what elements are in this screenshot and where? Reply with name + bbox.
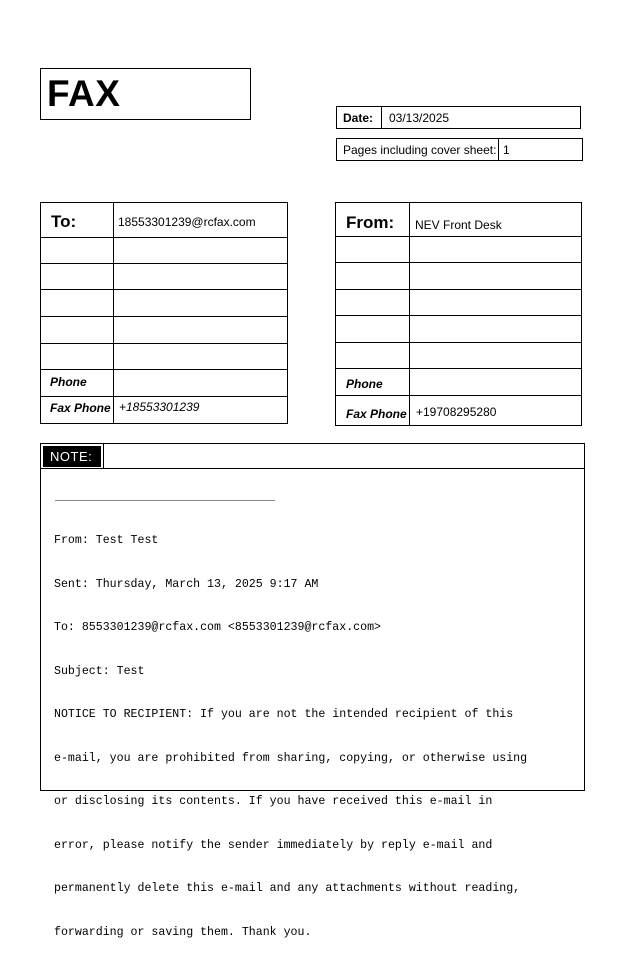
note-line: permanently delete this e-mail and any attachments without reading, [54, 882, 521, 895]
note-line: or disclosing its contents. If you have received this e-mail in [54, 795, 493, 808]
table-divider [41, 369, 287, 370]
table-divider [41, 289, 287, 290]
table-divider [336, 368, 581, 369]
pages-value: 1 [503, 143, 510, 157]
table-divider [336, 262, 581, 263]
from-phone-label: Phone [346, 377, 383, 391]
note-header-line [41, 468, 584, 469]
note-line: e-mail, you are prohibited from sharing, copying, or otherwise using [54, 751, 528, 765]
to-heading: To: [51, 212, 77, 231]
table-divider [336, 395, 581, 396]
from-fax-value: +19708295280 [416, 405, 497, 419]
table-divider [41, 263, 287, 264]
pages-field [336, 138, 583, 161]
table-divider [41, 237, 287, 238]
table-divider [336, 315, 581, 316]
note-line: Subject: Test [54, 664, 145, 678]
note-line: Sent: Thursday, March 13, 2025 9:17 AM [54, 577, 319, 591]
table-divider [336, 236, 581, 237]
to-phone-label: Phone [50, 375, 87, 389]
to-fax-label: Fax Phone [50, 401, 111, 415]
date-value: 03/13/2025 [389, 111, 450, 125]
note-section [40, 443, 585, 939]
from-heading: From: [346, 213, 395, 232]
pages-label: Pages including cover sheet: [337, 139, 499, 160]
page-title: FAX [47, 73, 121, 114]
table-divider [41, 316, 287, 317]
note-line: forwarding or saving them. Thank you. [54, 925, 312, 939]
table-divider [113, 203, 114, 423]
table-divider [41, 396, 287, 397]
from-value: NEV Front Desk [415, 218, 502, 232]
message-separator [55, 500, 275, 501]
note-line: From: Test Test [54, 534, 159, 547]
note-line: To: 8553301239@rcfax.com <8553301239@rcfax.com> [54, 621, 381, 634]
date-field [336, 106, 581, 129]
sender-table [335, 202, 582, 426]
table-divider [336, 289, 581, 290]
to-value: 18553301239@rcfax.com [118, 215, 256, 229]
note-body [54, 505, 574, 969]
note-label: NOTE: [43, 446, 101, 467]
note-line: error, please notify the sender immediately by reply e-mail and [54, 838, 493, 852]
table-divider [41, 343, 287, 344]
note-divider [103, 444, 104, 468]
from-fax-label: Fax Phone [346, 407, 407, 421]
recipient-table [40, 202, 288, 424]
date-label: Date: [337, 107, 382, 128]
note-line: NOTICE TO RECIPIENT: If you are not the intended recipient of this [54, 708, 514, 721]
fax-title-box [40, 68, 251, 120]
table-divider [336, 342, 581, 343]
to-fax-value: +18553301239 [119, 400, 200, 414]
